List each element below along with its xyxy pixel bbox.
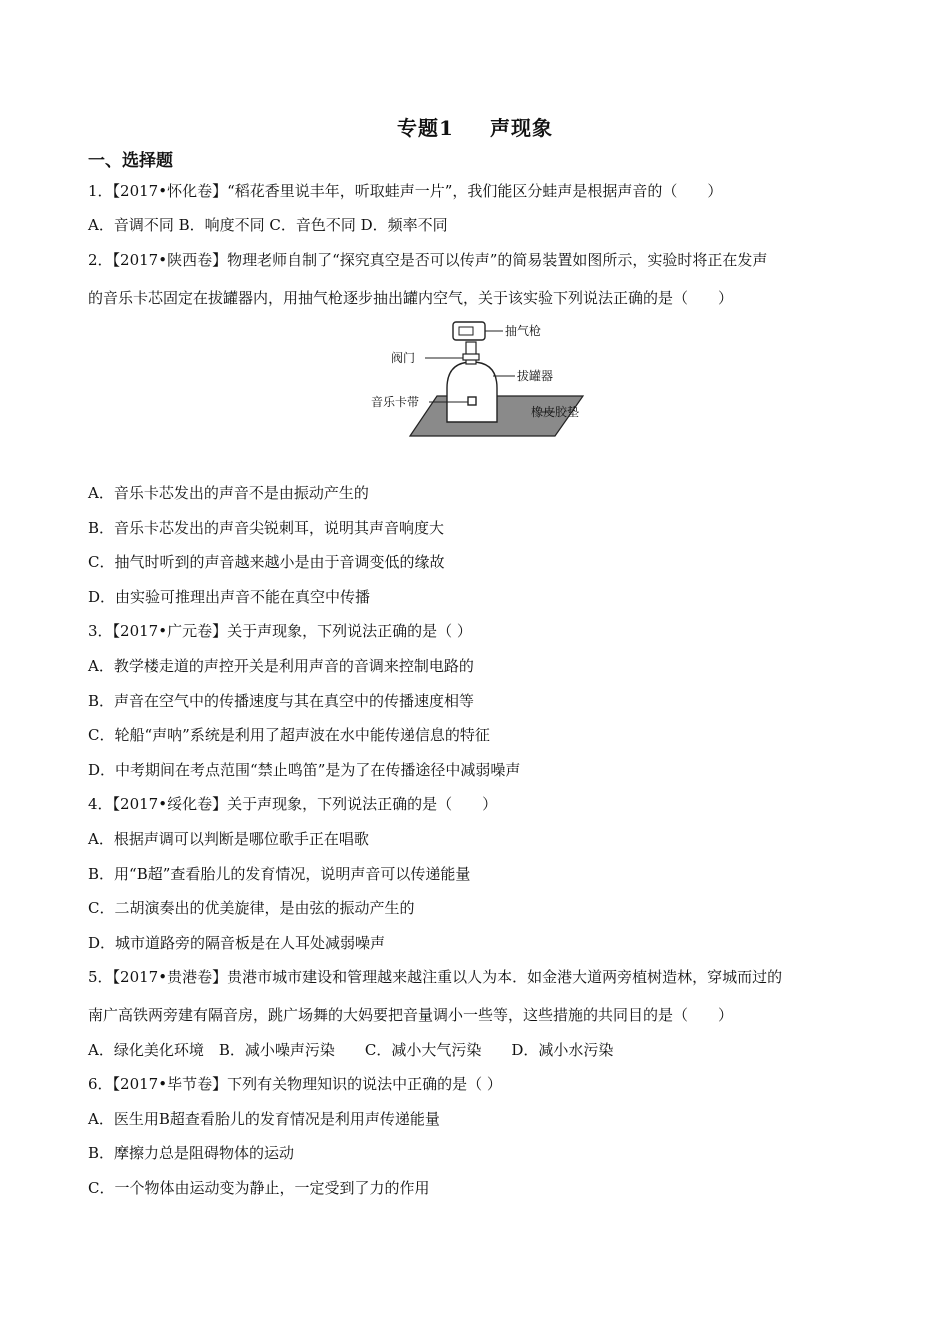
q4-stem: 4．【2017•绥化卷】关于声现象，下列说法正确的是（ ）: [88, 795, 498, 813]
title-topic-number: 专题1: [397, 116, 454, 140]
q2-option-b: B．音乐卡芯发出的声音尖锐刺耳，说明其声音响度大: [88, 519, 445, 537]
q4-option-b: B．用“B超”查看胎儿的发育情况，说明声音可以传递能量: [88, 865, 471, 883]
valve-shape: [463, 354, 479, 360]
q1-options: A．音调不同 B．响度不同 C．音色不同 D．频率不同: [88, 216, 448, 234]
q6-option-a: A．医生用B超查看胎儿的发育情况是利用声传递能量: [88, 1110, 440, 1128]
label-card: 音乐卡带: [371, 395, 420, 409]
q3-option-a: A．教学楼走道的声控开关是利用声音的音调来控制电路的: [88, 657, 474, 675]
q4-option-c: C．二胡演奏出的优美旋律，是由弦的振动产生的: [88, 899, 415, 917]
q5-stem-line2: 南广高铁两旁建有隔音房，跳广场舞的大妈要把音量调小一些等，这些措施的共同目的是（ ）: [88, 1006, 734, 1024]
q1-stem: 1．【2017•怀化卷】“稻花香里说丰年，听取蛙声一片”，我们能区分蛙声是根据声音的（ ）: [88, 182, 723, 200]
label-valve: 阀门: [391, 351, 416, 365]
label-cup: 拔罐器: [517, 369, 554, 383]
cup-shape: [447, 362, 497, 422]
page-title: [0, 112, 950, 141]
q2-option-d: D．由实验可推理出声音不能在真空中传播: [88, 588, 371, 606]
gun-detail-shape: [459, 327, 473, 335]
q3-stem: 3．【2017•广元卷】关于声现象，下列说法正确的是（ ）: [88, 622, 472, 640]
q6-option-c: C．一个物体由运动变为静止，一定受到了力的作用: [88, 1179, 430, 1197]
q2-stem-line2: 的音乐卡芯固定在拔罐器内，用抽气枪逐步抽出罐内空气，关于该实验下列说法正确的是（ ）: [88, 289, 734, 307]
label-gun: 抽气枪: [505, 324, 542, 338]
q2-stem-line1: 2．【2017•陕西卷】物理老师自制了“探究真空是否可以传声”的简易装置如图所示，实验时将正在发声: [88, 251, 768, 269]
q4-option-a: A．根据声调可以判断是哪位歌手正在唱歌: [88, 830, 369, 848]
q2-option-a: A．音乐卡芯发出的声音不是由振动产生的: [88, 484, 369, 502]
q3-option-b: B．声音在空气中的传播速度与其在真空中的传播速度相等: [88, 692, 475, 710]
vacuum-experiment-figure: [365, 318, 595, 444]
q6-stem: 6．【2017•毕节卷】下列有关物理知识的说法中正确的是（ ）: [88, 1075, 502, 1093]
music-card-shape: [468, 397, 476, 405]
q5-options: A．绿化美化环境 B．减小噪声污染 C．减小大气污染 D．减小水污染: [88, 1041, 614, 1059]
q3-option-d: D．中考期间在考点范围“禁止鸣笛”是为了在传播途径中减弱噪声: [88, 761, 521, 779]
q3-option-c: C．轮船“声呐”系统是利用了超声波在水中能传递信息的特征: [88, 726, 490, 744]
title-topic-name: 声现象: [489, 116, 553, 140]
tube-shape: [466, 342, 476, 364]
q5-stem-line1: 5．【2017•贵港卷】贵港市城市建设和管理越来越注重以人为本．如金港大道两旁植树造林，穿城而过的: [88, 968, 783, 986]
section-heading: 一、选择题: [88, 151, 173, 171]
q4-option-d: D．城市道路旁的隔音板是在人耳处减弱噪声: [88, 934, 386, 952]
label-pad: 橡皮胶垫: [531, 405, 580, 419]
q2-option-c: C．抽气时听到的声音越来越小是由于音调变低的缘故: [88, 553, 445, 571]
q6-option-b: B．摩擦力总是阻碍物体的运动: [88, 1144, 295, 1162]
